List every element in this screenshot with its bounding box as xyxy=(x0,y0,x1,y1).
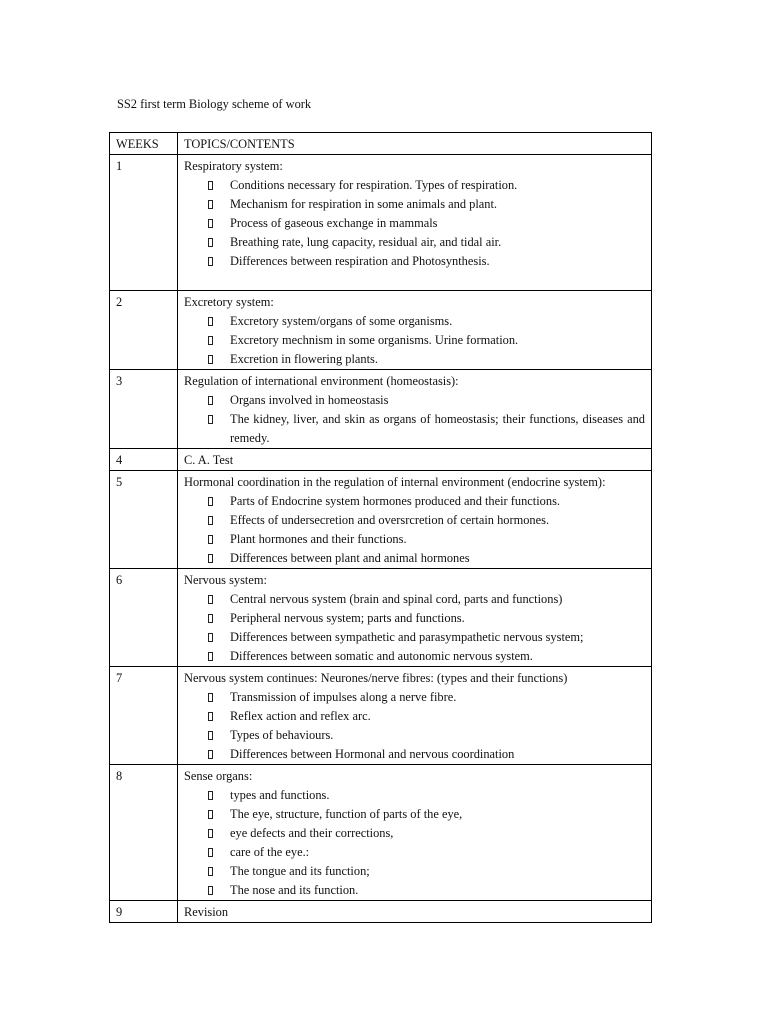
bullet-box-icon xyxy=(208,497,213,506)
list-item-text: Reflex action and reflex arc. xyxy=(230,709,371,723)
list-item-text: Process of gaseous exchange in mammals xyxy=(230,216,438,230)
list-item-text: Conditions necessary for respiration. Types of respiration. xyxy=(230,178,518,192)
week-number: 6 xyxy=(110,569,178,667)
bullet-box-icon xyxy=(208,633,213,642)
bullet-box-icon xyxy=(208,867,213,876)
bullet-box-icon xyxy=(208,396,213,405)
list-item xyxy=(184,530,645,549)
table-header-row xyxy=(110,133,652,155)
list-item-text: Mechanism for respiration in some animals and plant. xyxy=(230,197,498,211)
list-item xyxy=(184,688,645,707)
list-item-text: The kidney, liver, and skin as organs of homeostasis; their functions, diseases and remedy. xyxy=(230,412,645,445)
topic-title: C. A. Test xyxy=(184,453,234,467)
week-number: 4 xyxy=(110,449,178,471)
bullet-box-icon xyxy=(208,317,213,326)
list-item-text: care of the eye.: xyxy=(230,845,310,859)
topic-cell xyxy=(178,569,652,667)
week-number: 2 xyxy=(110,291,178,370)
list-item xyxy=(184,843,645,862)
list-item-text: Differences between respiration and Photosynthesis. xyxy=(230,254,490,268)
list-item-text: The tongue and its function; xyxy=(230,864,370,878)
bullet-box-icon xyxy=(208,181,213,190)
list-item-text: Organs involved in homeostasis xyxy=(230,393,389,407)
bullet-box-icon xyxy=(208,200,213,209)
list-item-text: Peripheral nervous system; parts and functions. xyxy=(230,611,465,625)
table-body xyxy=(110,155,652,923)
list-item xyxy=(184,707,645,726)
topic-title: Regulation of international environment (homeostasis): xyxy=(184,374,459,388)
list-item xyxy=(184,176,645,195)
topic-title: Respiratory system: xyxy=(184,159,283,173)
list-item xyxy=(184,726,645,745)
list-item xyxy=(184,214,645,233)
bullet-box-icon xyxy=(208,750,213,759)
list-item-text: Differences between sympathetic and parasympathetic nervous system; xyxy=(230,630,584,644)
list-item xyxy=(184,628,645,647)
table-row xyxy=(110,569,652,667)
list-item xyxy=(184,312,645,331)
list-item xyxy=(184,609,645,628)
bullet-box-icon xyxy=(208,652,213,661)
topic-cell xyxy=(178,765,652,901)
bullet-box-icon xyxy=(208,336,213,345)
topic-title: Nervous system: xyxy=(184,573,267,587)
list-item-text: Central nervous system (brain and spinal cord, parts and functions) xyxy=(230,592,563,606)
bullet-box-icon xyxy=(208,238,213,247)
bullet-box-icon xyxy=(208,355,213,364)
table-row xyxy=(110,471,652,569)
table-row xyxy=(110,155,652,291)
topic-title: Nervous system continues: Neurones/nerve fibres: (types and their functions) xyxy=(184,671,568,685)
bullet-box-icon xyxy=(208,712,213,721)
list-item-text: eye defects and their corrections, xyxy=(230,826,394,840)
list-item xyxy=(184,824,645,843)
bullet-box-icon xyxy=(208,535,213,544)
list-item xyxy=(184,549,645,568)
list-item-text: Transmission of impulses along a nerve fibre. xyxy=(230,690,457,704)
week-number: 9 xyxy=(110,901,178,923)
table-row xyxy=(110,901,652,923)
list-item-text: Excretion in flowering plants. xyxy=(230,352,378,366)
bullet-box-icon xyxy=(208,693,213,702)
bullet-box-icon xyxy=(208,731,213,740)
bullet-box-icon xyxy=(208,595,213,604)
topic-cell xyxy=(178,155,652,291)
bullet-box-icon xyxy=(208,257,213,266)
topic-cell xyxy=(178,901,652,923)
topic-cell xyxy=(178,370,652,449)
table-row xyxy=(110,291,652,370)
list-item xyxy=(184,881,645,900)
bullet-box-icon xyxy=(208,886,213,895)
topic-title: Hormonal coordination in the regulation of internal environment (endocrine system): xyxy=(184,475,606,489)
week-number: 8 xyxy=(110,765,178,901)
list-item xyxy=(184,590,645,609)
topic-cell xyxy=(178,291,652,370)
list-item xyxy=(184,195,645,214)
week-number: 3 xyxy=(110,370,178,449)
scheme-of-work-table xyxy=(109,132,652,923)
list-item xyxy=(184,647,645,666)
list-item xyxy=(184,252,645,271)
list-item xyxy=(184,786,645,805)
list-item xyxy=(184,410,645,448)
topics-column-header: TOPICS/CONTENTS xyxy=(178,133,652,155)
table-row xyxy=(110,449,652,471)
topic-cell xyxy=(178,449,652,471)
table-row xyxy=(110,765,652,901)
list-item xyxy=(184,745,645,764)
list-item-text: Parts of Endocrine system hormones produced and their functions. xyxy=(230,494,560,508)
topic-cell xyxy=(178,667,652,765)
list-item-text: The nose and its function. xyxy=(230,883,359,897)
list-item xyxy=(184,805,645,824)
table-row xyxy=(110,667,652,765)
bullet-box-icon xyxy=(208,810,213,819)
topic-content-list xyxy=(184,391,645,448)
document-title: SS2 first term Biology scheme of work xyxy=(117,97,312,111)
topic-title: Excretory system: xyxy=(184,295,274,309)
list-item-text: Differences between somatic and autonomic nervous system. xyxy=(230,649,533,663)
list-item-text: types and functions. xyxy=(230,788,330,802)
list-item xyxy=(184,511,645,530)
list-item-text: The eye, structure, function of parts of the eye, xyxy=(230,807,463,821)
topic-content-list xyxy=(184,492,645,568)
topic-title: Revision xyxy=(184,905,229,919)
list-item-text: Differences between plant and animal hormones xyxy=(230,551,470,565)
bullet-box-icon xyxy=(208,516,213,525)
list-item xyxy=(184,391,645,410)
topic-content-list xyxy=(184,688,645,764)
list-item xyxy=(184,233,645,252)
bullet-box-icon xyxy=(208,219,213,228)
list-item xyxy=(184,862,645,881)
blank-line xyxy=(184,271,645,290)
topic-title: Sense organs: xyxy=(184,769,253,783)
list-item xyxy=(184,492,645,511)
bullet-box-icon xyxy=(208,614,213,623)
list-item-text: Types of behaviours. xyxy=(230,728,334,742)
list-item-text: Excretory system/organs of some organisms. xyxy=(230,314,453,328)
list-item-text: Plant hormones and their functions. xyxy=(230,532,407,546)
bullet-box-icon xyxy=(208,829,213,838)
bullet-box-icon xyxy=(208,415,213,424)
topic-content-list xyxy=(184,590,645,666)
list-item xyxy=(184,350,645,369)
list-item-text: Differences between Hormonal and nervous coordination xyxy=(230,747,515,761)
bullet-box-icon xyxy=(208,791,213,800)
list-item xyxy=(184,331,645,350)
list-item-text: Excretory mechnism in some organisms. Urine formation. xyxy=(230,333,519,347)
bullet-box-icon xyxy=(208,848,213,857)
list-item-text: Breathing rate, lung capacity, residual air, and tidal air. xyxy=(230,235,502,249)
bullet-box-icon xyxy=(208,554,213,563)
week-number: 7 xyxy=(110,667,178,765)
topic-content-list xyxy=(184,312,645,369)
week-number: 1 xyxy=(110,155,178,291)
weeks-column-header: WEEKS xyxy=(110,133,178,155)
topic-content-list xyxy=(184,786,645,900)
topic-content-list xyxy=(184,176,645,271)
week-number: 5 xyxy=(110,471,178,569)
list-item-text: Effects of undersecretion and oversrcretion of certain hormones. xyxy=(230,513,550,527)
table-row xyxy=(110,370,652,449)
topic-cell xyxy=(178,471,652,569)
